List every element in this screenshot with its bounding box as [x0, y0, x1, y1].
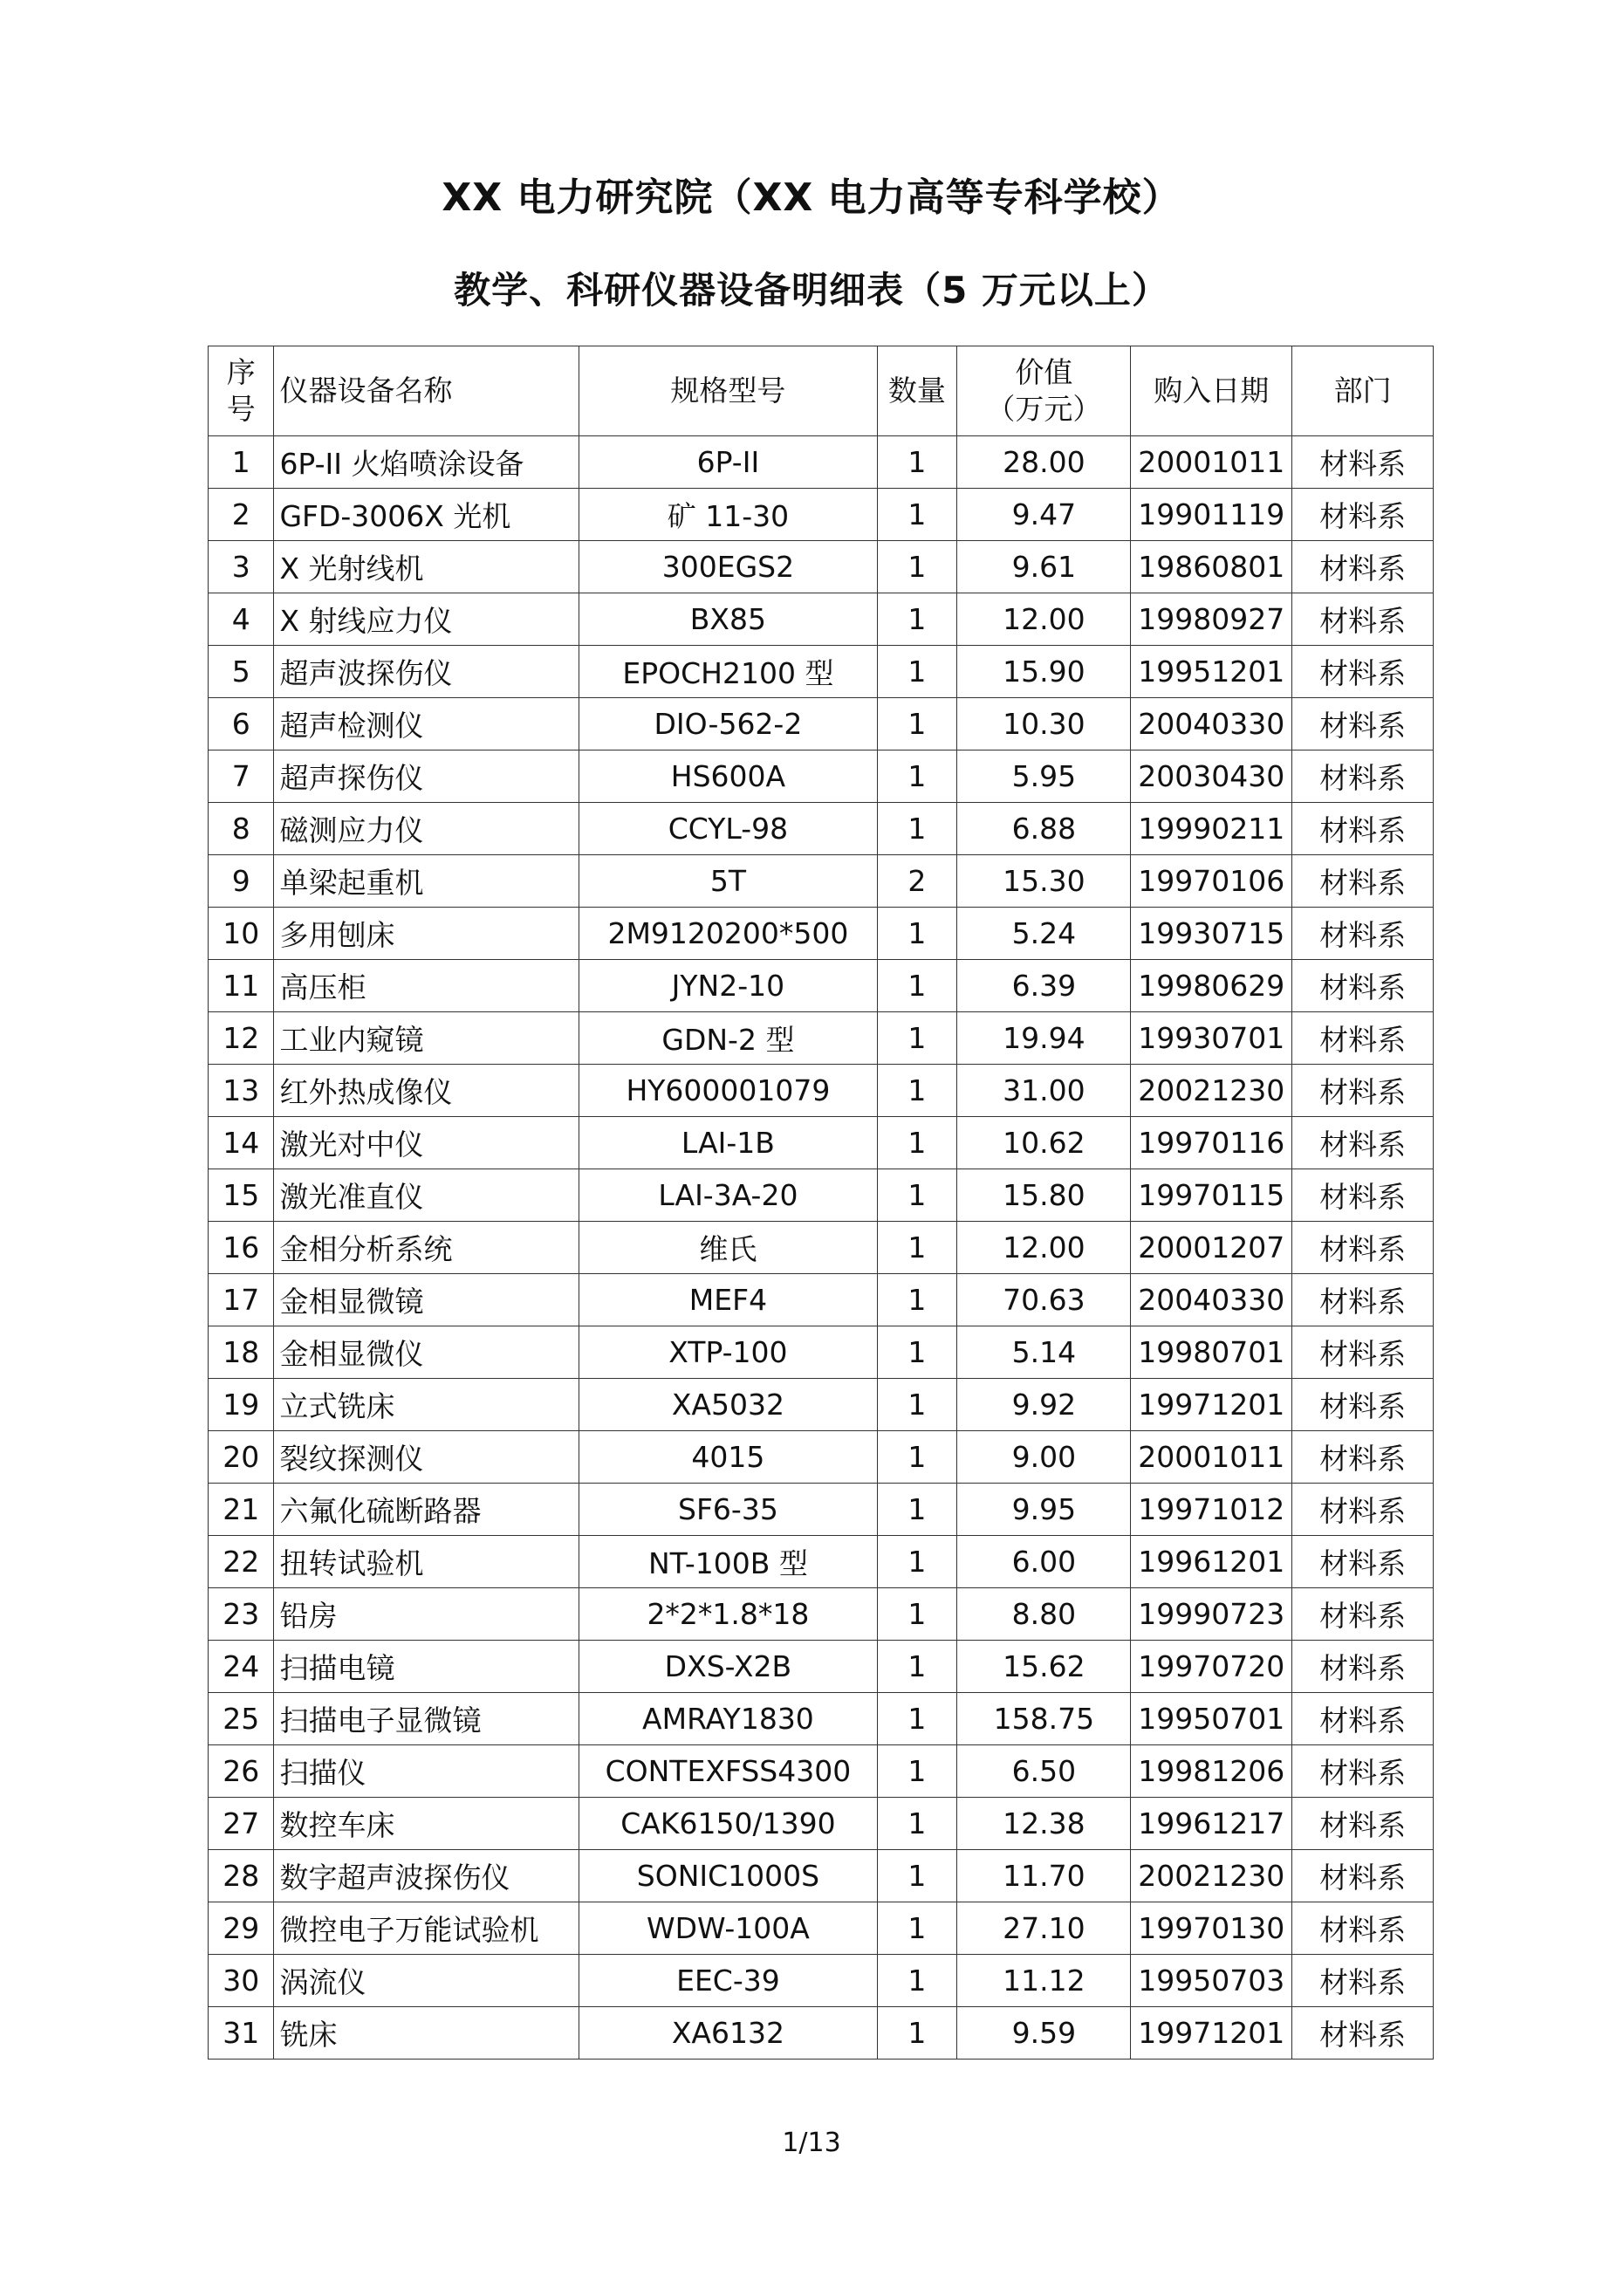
- cell-no: 6: [209, 698, 274, 750]
- cell-price: 15.90: [957, 646, 1131, 698]
- header-qty: 数量: [877, 346, 957, 436]
- table-row: [209, 436, 1434, 489]
- header-name: 仪器设备名称: [274, 346, 579, 436]
- cell-price: 12.00: [957, 593, 1131, 646]
- document-subtitle: 教学、科研仪器设备明细表（5 万元以上）: [454, 269, 1169, 312]
- cell-name: 铅房: [274, 1588, 579, 1641]
- cell-qty: 1: [877, 1012, 957, 1065]
- cell-no: 23: [209, 1588, 274, 1641]
- cell-dept: 材料系: [1292, 1222, 1434, 1274]
- equipment-table: [208, 346, 1434, 2060]
- table-row: [209, 646, 1434, 698]
- cell-date: 20021230: [1131, 1850, 1292, 1902]
- table-row: [209, 855, 1434, 908]
- cell-date: 19971201: [1131, 1379, 1292, 1431]
- header-price-line1: 价值: [1015, 355, 1073, 389]
- cell-model: LAI-3A-20: [579, 1169, 877, 1222]
- cell-qty: 1: [877, 1169, 957, 1222]
- cell-no: 20: [209, 1431, 274, 1484]
- cell-date: 19980629: [1131, 960, 1292, 1012]
- cell-no: 8: [209, 803, 274, 855]
- cell-qty: 1: [877, 1065, 957, 1117]
- cell-date: 19970116: [1131, 1117, 1292, 1169]
- cell-model: SONIC1000S: [579, 1850, 877, 1902]
- cell-no: 15: [209, 1169, 274, 1222]
- cell-dept: 材料系: [1292, 1117, 1434, 1169]
- cell-dept: 材料系: [1292, 489, 1434, 541]
- cell-no: 3: [209, 541, 274, 593]
- cell-date: 20040330: [1131, 1274, 1292, 1326]
- cell-model: 维氏: [579, 1222, 877, 1274]
- cell-date: 19980927: [1131, 593, 1292, 646]
- table-row: [209, 489, 1434, 541]
- cell-date: 19901119: [1131, 489, 1292, 541]
- cell-model: DXS-X2B: [579, 1641, 877, 1693]
- cell-no: 5: [209, 646, 274, 698]
- cell-date: 19970115: [1131, 1169, 1292, 1222]
- table-row: [209, 750, 1434, 803]
- cell-name: 金相显微镜: [274, 1274, 579, 1326]
- cell-price: 6.39: [957, 960, 1131, 1012]
- cell-date: 19860801: [1131, 541, 1292, 593]
- cell-date: 19950703: [1131, 1955, 1292, 2007]
- cell-price: 10.30: [957, 698, 1131, 750]
- cell-date: 20040330: [1131, 698, 1292, 750]
- table-row: [209, 1169, 1434, 1222]
- cell-price: 19.94: [957, 1012, 1131, 1065]
- table-row: [209, 1484, 1434, 1536]
- cell-qty: 1: [877, 1641, 957, 1693]
- cell-date: 19930701: [1131, 1012, 1292, 1065]
- document-title: XX 电力研究院（XX 电力高等专科学校）: [442, 175, 1181, 220]
- cell-date: 19971012: [1131, 1484, 1292, 1536]
- cell-model: JYN2-10: [579, 960, 877, 1012]
- table-row: [209, 803, 1434, 855]
- cell-price: 8.80: [957, 1588, 1131, 1641]
- cell-price: 6.50: [957, 1745, 1131, 1798]
- cell-dept: 材料系: [1292, 1850, 1434, 1902]
- cell-name: 超声波探伤仪: [274, 646, 579, 698]
- cell-name: GFD-3006X 光机: [274, 489, 579, 541]
- cell-model: CCYL-98: [579, 803, 877, 855]
- cell-price: 15.30: [957, 855, 1131, 908]
- table-row: [209, 1536, 1434, 1588]
- cell-no: 19: [209, 1379, 274, 1431]
- cell-qty: 1: [877, 593, 957, 646]
- cell-price: 5.95: [957, 750, 1131, 803]
- cell-dept: 材料系: [1292, 1588, 1434, 1641]
- cell-price: 27.10: [957, 1902, 1131, 1955]
- cell-qty: 1: [877, 2007, 957, 2060]
- page-number: 1/13: [782, 2128, 841, 2158]
- cell-name: 高压柜: [274, 960, 579, 1012]
- table-row: [209, 1955, 1434, 2007]
- table-row: [209, 541, 1434, 593]
- table-row: [209, 1431, 1434, 1484]
- table-header: [209, 346, 1434, 436]
- table-row: [209, 1012, 1434, 1065]
- cell-date: 19990211: [1131, 803, 1292, 855]
- cell-model: 4015: [579, 1431, 877, 1484]
- table-row: [209, 1850, 1434, 1902]
- cell-no: 30: [209, 1955, 274, 2007]
- cell-name: 金相显微仪: [274, 1326, 579, 1379]
- table-row: [209, 698, 1434, 750]
- cell-date: 19961201: [1131, 1536, 1292, 1588]
- cell-model: SF6-35: [579, 1484, 877, 1536]
- cell-price: 15.80: [957, 1169, 1131, 1222]
- cell-qty: 1: [877, 1222, 957, 1274]
- cell-qty: 1: [877, 541, 957, 593]
- cell-name: 裂纹探测仪: [274, 1431, 579, 1484]
- cell-price: 9.92: [957, 1379, 1131, 1431]
- cell-date: 19980701: [1131, 1326, 1292, 1379]
- cell-model: NT-100B 型: [579, 1536, 877, 1588]
- cell-name: 扫描电子显微镜: [274, 1693, 579, 1745]
- header-no-label: 序号: [226, 355, 256, 426]
- cell-dept: 材料系: [1292, 1431, 1434, 1484]
- table-row: [209, 1222, 1434, 1274]
- header-model: 规格型号: [579, 346, 877, 436]
- header-row: [209, 346, 1434, 436]
- cell-model: 2M9120200*500: [579, 908, 877, 960]
- cell-date: 19961217: [1131, 1798, 1292, 1850]
- table-row: [209, 2007, 1434, 2060]
- cell-price: 12.00: [957, 1222, 1131, 1274]
- cell-model: 2*2*1.8*18: [579, 1588, 877, 1641]
- cell-qty: 2: [877, 855, 957, 908]
- cell-dept: 材料系: [1292, 1484, 1434, 1536]
- cell-date: 19970720: [1131, 1641, 1292, 1693]
- cell-model: BX85: [579, 593, 877, 646]
- cell-model: EPOCH2100 型: [579, 646, 877, 698]
- cell-no: 29: [209, 1902, 274, 1955]
- cell-no: 21: [209, 1484, 274, 1536]
- cell-model: HY600001079: [579, 1065, 877, 1117]
- cell-dept: 材料系: [1292, 1745, 1434, 1798]
- cell-name: 立式铣床: [274, 1379, 579, 1431]
- cell-dept: 材料系: [1292, 960, 1434, 1012]
- cell-no: 16: [209, 1222, 274, 1274]
- cell-dept: 材料系: [1292, 1379, 1434, 1431]
- cell-dept: 材料系: [1292, 593, 1434, 646]
- cell-name: 铣床: [274, 2007, 579, 2060]
- cell-dept: 材料系: [1292, 2007, 1434, 2060]
- table-row: [209, 1588, 1434, 1641]
- cell-name: 单梁起重机: [274, 855, 579, 908]
- cell-qty: 1: [877, 908, 957, 960]
- table-body: [209, 436, 1434, 2060]
- cell-qty: 1: [877, 750, 957, 803]
- cell-no: 18: [209, 1326, 274, 1379]
- cell-model: WDW-100A: [579, 1902, 877, 1955]
- cell-name: 扭转试验机: [274, 1536, 579, 1588]
- cell-model: XTP-100: [579, 1326, 877, 1379]
- cell-dept: 材料系: [1292, 1955, 1434, 2007]
- cell-price: 5.14: [957, 1326, 1131, 1379]
- cell-price: 9.00: [957, 1431, 1131, 1484]
- cell-model: 6P-II: [579, 436, 877, 489]
- cell-qty: 1: [877, 1431, 957, 1484]
- table-row: [209, 908, 1434, 960]
- cell-name: 数字超声波探伤仪: [274, 1850, 579, 1902]
- cell-price: 28.00: [957, 436, 1131, 489]
- cell-dept: 材料系: [1292, 1065, 1434, 1117]
- cell-no: 14: [209, 1117, 274, 1169]
- cell-no: 13: [209, 1065, 274, 1117]
- header-dept: 部门: [1292, 346, 1434, 436]
- cell-name: 扫描电镜: [274, 1641, 579, 1693]
- cell-dept: 材料系: [1292, 1274, 1434, 1326]
- cell-qty: 1: [877, 1693, 957, 1745]
- cell-model: XA5032: [579, 1379, 877, 1431]
- cell-no: 27: [209, 1798, 274, 1850]
- cell-date: 19951201: [1131, 646, 1292, 698]
- cell-dept: 材料系: [1292, 750, 1434, 803]
- cell-no: 2: [209, 489, 274, 541]
- cell-qty: 1: [877, 698, 957, 750]
- cell-price: 158.75: [957, 1693, 1131, 1745]
- cell-price: 12.38: [957, 1798, 1131, 1850]
- cell-dept: 材料系: [1292, 646, 1434, 698]
- cell-dept: 材料系: [1292, 1012, 1434, 1065]
- cell-model: DIO-562-2: [579, 698, 877, 750]
- cell-qty: 1: [877, 1379, 957, 1431]
- cell-qty: 1: [877, 436, 957, 489]
- table-row: [209, 1065, 1434, 1117]
- cell-date: 19950701: [1131, 1693, 1292, 1745]
- table-row: [209, 1902, 1434, 1955]
- table-row: [209, 1693, 1434, 1745]
- cell-price: 9.61: [957, 541, 1131, 593]
- header-price-line2: （万元）: [986, 392, 1102, 426]
- table-row: [209, 1117, 1434, 1169]
- table-row: [209, 1641, 1434, 1693]
- cell-date: 20021230: [1131, 1065, 1292, 1117]
- cell-dept: 材料系: [1292, 1326, 1434, 1379]
- cell-qty: 1: [877, 646, 957, 698]
- cell-no: 1: [209, 436, 274, 489]
- cell-model: CAK6150/1390: [579, 1798, 877, 1850]
- cell-no: 22: [209, 1536, 274, 1588]
- cell-no: 31: [209, 2007, 274, 2060]
- cell-name: 数控车床: [274, 1798, 579, 1850]
- cell-price: 10.62: [957, 1117, 1131, 1169]
- cell-price: 11.70: [957, 1850, 1131, 1902]
- cell-price: 9.95: [957, 1484, 1131, 1536]
- cell-date: 19930715: [1131, 908, 1292, 960]
- cell-name: 微控电子万能试验机: [274, 1902, 579, 1955]
- cell-name: 超声探伤仪: [274, 750, 579, 803]
- cell-no: 17: [209, 1274, 274, 1326]
- cell-price: 15.62: [957, 1641, 1131, 1693]
- cell-dept: 材料系: [1292, 855, 1434, 908]
- cell-price: 5.24: [957, 908, 1131, 960]
- cell-no: 7: [209, 750, 274, 803]
- cell-model: EEC-39: [579, 1955, 877, 2007]
- cell-qty: 1: [877, 1588, 957, 1641]
- table-row: [209, 1798, 1434, 1850]
- cell-qty: 1: [877, 1745, 957, 1798]
- header-date: 购入日期: [1131, 346, 1292, 436]
- cell-price: 31.00: [957, 1065, 1131, 1117]
- cell-no: 10: [209, 908, 274, 960]
- cell-no: 11: [209, 960, 274, 1012]
- cell-dept: 材料系: [1292, 436, 1434, 489]
- cell-no: 26: [209, 1745, 274, 1798]
- cell-name: 超声检测仪: [274, 698, 579, 750]
- cell-dept: 材料系: [1292, 541, 1434, 593]
- cell-no: 4: [209, 593, 274, 646]
- table-row: [209, 1379, 1434, 1431]
- cell-price: 11.12: [957, 1955, 1131, 2007]
- table-row: [209, 1274, 1434, 1326]
- cell-model: AMRAY1830: [579, 1693, 877, 1745]
- table-row: [209, 593, 1434, 646]
- cell-no: 12: [209, 1012, 274, 1065]
- cell-model: 矿 11-30: [579, 489, 877, 541]
- cell-qty: 1: [877, 489, 957, 541]
- cell-name: 金相分析系统: [274, 1222, 579, 1274]
- cell-price: 9.59: [957, 2007, 1131, 2060]
- table-row: [209, 960, 1434, 1012]
- table-row: [209, 1326, 1434, 1379]
- cell-dept: 材料系: [1292, 908, 1434, 960]
- cell-model: HS600A: [579, 750, 877, 803]
- cell-qty: 1: [877, 1955, 957, 2007]
- cell-price: 70.63: [957, 1274, 1131, 1326]
- cell-dept: 材料系: [1292, 1641, 1434, 1693]
- cell-model: LAI-1B: [579, 1117, 877, 1169]
- cell-qty: 1: [877, 1536, 957, 1588]
- cell-date: 19971201: [1131, 2007, 1292, 2060]
- cell-name: 磁测应力仪: [274, 803, 579, 855]
- cell-no: 24: [209, 1641, 274, 1693]
- cell-name: 多用刨床: [274, 908, 579, 960]
- cell-dept: 材料系: [1292, 1169, 1434, 1222]
- cell-date: 20030430: [1131, 750, 1292, 803]
- cell-qty: 1: [877, 803, 957, 855]
- cell-dept: 材料系: [1292, 803, 1434, 855]
- cell-no: 28: [209, 1850, 274, 1902]
- cell-model: XA6132: [579, 2007, 877, 2060]
- cell-name: 激光对中仪: [274, 1117, 579, 1169]
- cell-model: 300EGS2: [579, 541, 877, 593]
- cell-name: 扫描仪: [274, 1745, 579, 1798]
- cell-name: X 射线应力仪: [274, 593, 579, 646]
- cell-qty: 1: [877, 1274, 957, 1326]
- cell-qty: 1: [877, 1798, 957, 1850]
- cell-qty: 1: [877, 1484, 957, 1536]
- header-no: [209, 346, 274, 436]
- cell-no: 25: [209, 1693, 274, 1745]
- cell-date: 19981206: [1131, 1745, 1292, 1798]
- cell-date: 20001207: [1131, 1222, 1292, 1274]
- cell-name: 涡流仪: [274, 1955, 579, 2007]
- cell-model: 5T: [579, 855, 877, 908]
- cell-date: 19970106: [1131, 855, 1292, 908]
- cell-date: 20001011: [1131, 436, 1292, 489]
- cell-price: 6.00: [957, 1536, 1131, 1588]
- cell-qty: 1: [877, 1326, 957, 1379]
- cell-model: GDN-2 型: [579, 1012, 877, 1065]
- cell-name: 工业内窥镜: [274, 1012, 579, 1065]
- cell-dept: 材料系: [1292, 1693, 1434, 1745]
- cell-name: 六氟化硫断路器: [274, 1484, 579, 1536]
- header-price: [957, 346, 1131, 436]
- cell-dept: 材料系: [1292, 698, 1434, 750]
- cell-name: 6P-II 火焰喷涂设备: [274, 436, 579, 489]
- cell-model: CONTEXFSS4300: [579, 1745, 877, 1798]
- cell-qty: 1: [877, 960, 957, 1012]
- cell-dept: 材料系: [1292, 1902, 1434, 1955]
- cell-date: 19970130: [1131, 1902, 1292, 1955]
- cell-name: X 光射线机: [274, 541, 579, 593]
- cell-date: 20001011: [1131, 1431, 1292, 1484]
- cell-name: 激光准直仪: [274, 1169, 579, 1222]
- cell-qty: 1: [877, 1850, 957, 1902]
- cell-qty: 1: [877, 1902, 957, 1955]
- cell-dept: 材料系: [1292, 1536, 1434, 1588]
- cell-name: 红外热成像仪: [274, 1065, 579, 1117]
- table-row: [209, 1745, 1434, 1798]
- cell-date: 19990723: [1131, 1588, 1292, 1641]
- cell-price: 9.47: [957, 489, 1131, 541]
- cell-model: MEF4: [579, 1274, 877, 1326]
- cell-no: 9: [209, 855, 274, 908]
- cell-qty: 1: [877, 1117, 957, 1169]
- cell-dept: 材料系: [1292, 1798, 1434, 1850]
- cell-price: 6.88: [957, 803, 1131, 855]
